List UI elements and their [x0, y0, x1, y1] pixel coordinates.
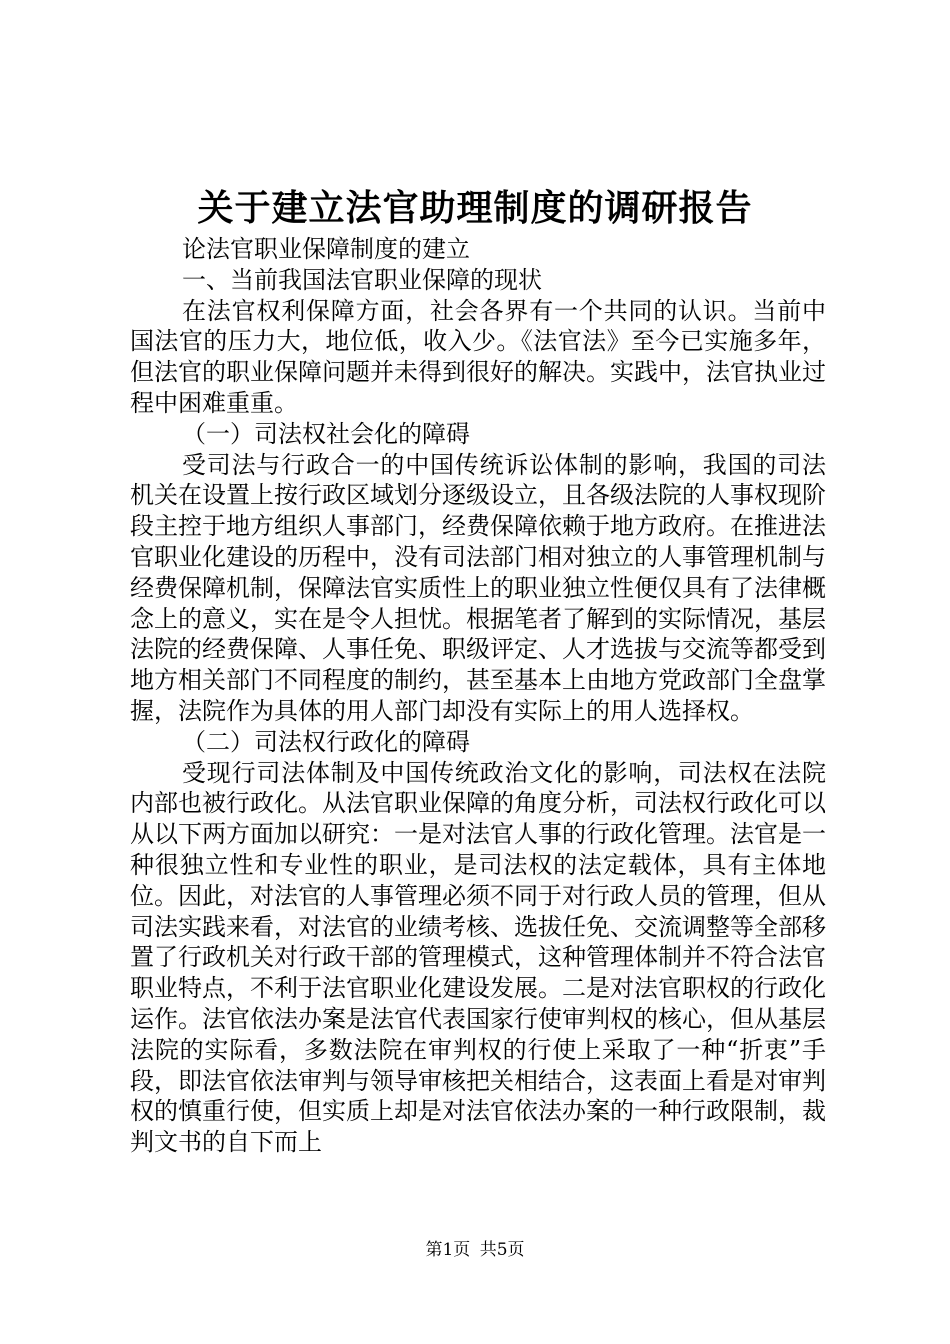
page-number-footer: 第1页 共5页 [425, 1240, 525, 1260]
paragraph: 在法官权利保障方面，社会各界有一个共同的认识。当前中国法官的压力大，地位低，收入少。《法官法》至今已实施多年，但法官的职业保障问题并未得到很好的解决。实践中，法官执业过程中困难重重。 [130, 296, 826, 417]
paragraph: 受司法与行政合一的中国传统诉讼体制的影响，我国的司法机关在设置上按行政区域划分逐级设立，且各级法院的人事权现阶段主控于地方组织人事部门，经费保障依赖于地方政府。在推进法官职业化建设的历程中，没有司法部门相对独立的人事管理机制与经费保障机制，保障法官实质性上的职业独立性便仅具有了法律概念上的意义，实在是令人担忧。根据笔者了解到的实际情况，基层法院的经费保障、人事任免、职级评定、人才选拔与交流等都受到地方相关部门不同程度的制约，甚至基本上由地方党政部门全盘掌握，法院作为具体的用人部门却没有实际上的用人选择权。 [130, 450, 826, 725]
paragraph-subtitle: 论法官职业保障制度的建立 [182, 235, 470, 263]
section-heading-1: 一、当前我国法官职业保障的现状 [182, 265, 542, 294]
document-title: 关于建立法官助理制度的调研报告 [197, 187, 753, 229]
subsection-heading-1: （一）司法权社会化的障碍 [182, 419, 470, 448]
document-body [130, 234, 826, 1158]
subsection-heading-2: （二）司法权行政化的障碍 [182, 727, 470, 756]
paragraph: 受现行司法体制及中国传统政治文化的影响，司法权在法院内部也被行政化。从法官职业保障的角度分析，司法权行政化可以从以下两方面加以研究：一是对法官人事的行政化管理。法官是一种很独立性和专业性的职业，是司法权的法定载体，具有主体地位。因此，对法官的人事管理必须不同于对行政人员的管理，但从司法实践来看，对法官的业绩考核、选拔任免、交流调整等全部移置了行政机关对行政干部的管理模式，这种管理体制并不符合法官职业特点，不利于法官职业化建设发展。二是对法官职权的行政化运作。法官依法办案是法官代表国家行使审判权的核心，但从基层法院的实际看，多数法院在审判权的行使上采取了一种“折衷”手段，即法官依法审判与领导审核把关相结合，这表面上看是对审判权的慎重行使，但实质上却是对法官依法办案的一种行政限制，裁判文书的自下而上 [130, 758, 826, 1157]
